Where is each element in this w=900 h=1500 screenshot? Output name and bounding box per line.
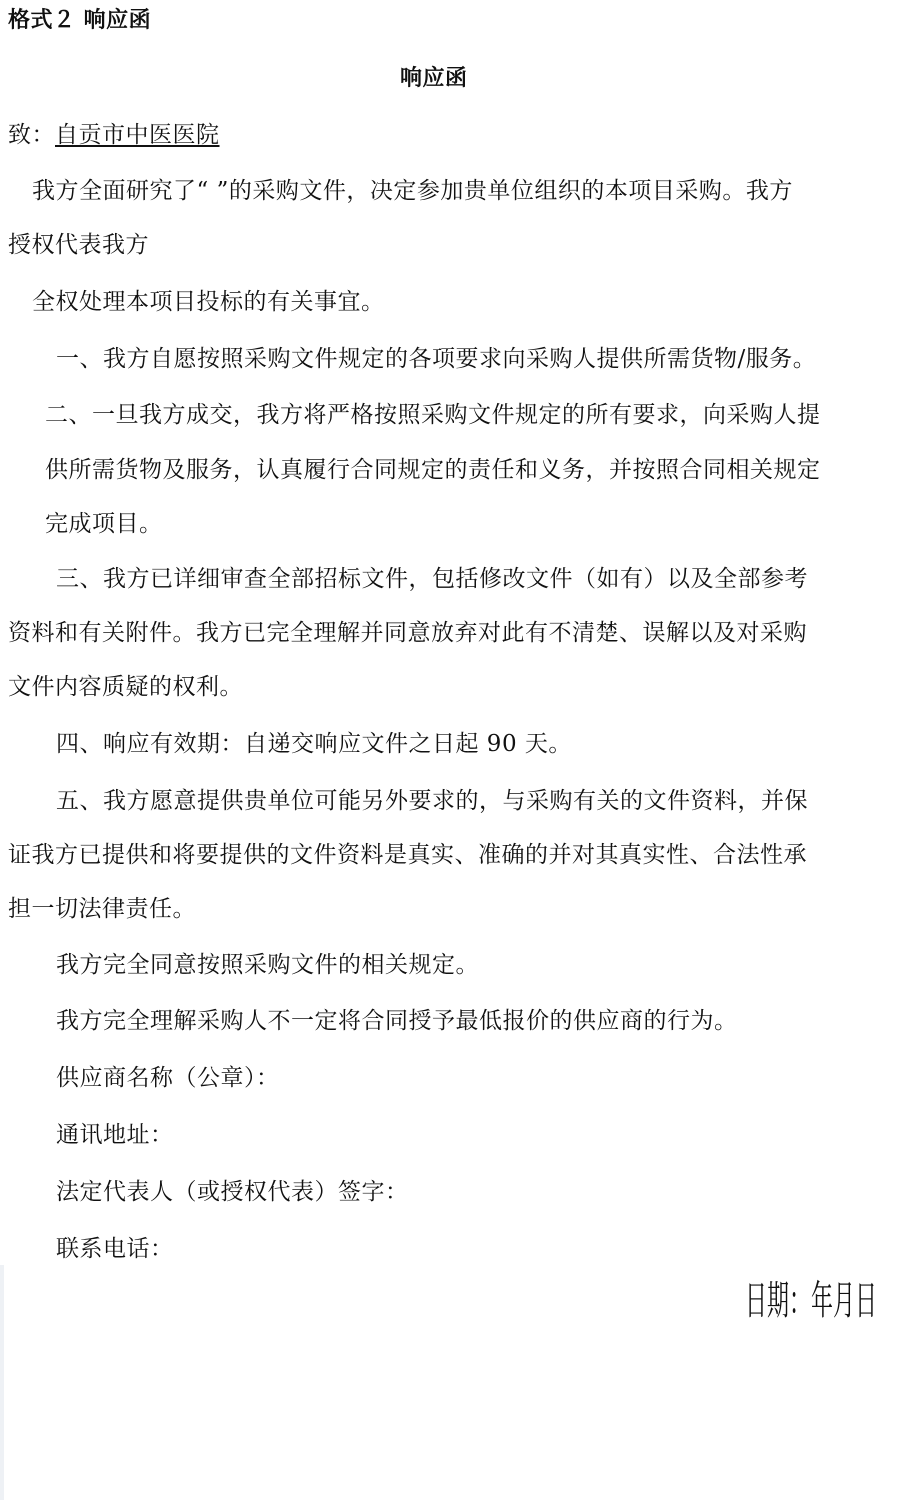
item-3-line-3: 文件内容质疑的权利。 <box>8 674 243 700</box>
date-line <box>745 1262 877 1332</box>
item-2-line-3: 完成项目。 <box>45 511 163 537</box>
item-3-line-1: 三、我方已详细审查全部招标文件，包括修改文件（如有）以及全部参考 <box>56 566 808 592</box>
recipient-label: 致： <box>8 122 55 148</box>
date-label: 日期： <box>745 1277 811 1324</box>
document-title: 响应函 <box>400 66 468 91</box>
item-5-line-1: 五、我方愿意提供贵单位可能另外要求的，与采购有关的文件资料，并保 <box>56 788 808 814</box>
intro-line-3: 全权处理本项目投标的有关事宜。 <box>32 289 385 315</box>
agree-line-1: 我方完全同意按照采购文件的相关规定。 <box>56 952 479 978</box>
month-label: 月 <box>833 1277 855 1324</box>
item-3-line-2: 资料和有关附件。我方已完全理解并同意放弃对此有不清楚、误解以及对采购 <box>8 620 807 646</box>
item-5-line-3: 担一切法律责任。 <box>8 896 196 922</box>
scan-edge <box>0 1265 4 1500</box>
phone-label: 联系电话： <box>56 1236 174 1262</box>
agree-line-2: 我方完全理解采购人不一定将合同授予最低报价的供应商的行为。 <box>56 1008 738 1034</box>
item-2-line-2: 供所需货物及服务，认真履行合同规定的责任和义务，并按照合同相关规定 <box>45 457 821 483</box>
intro-line-2: 授权代表我方 <box>8 232 149 258</box>
representative-signature-label: 法定代表人（或授权代表）签字： <box>56 1179 409 1205</box>
address-label: 通讯地址： <box>56 1122 174 1148</box>
item-5-line-2: 证我方已提供和将要提供的文件资料是真实、准确的并对其真实性、合法性承 <box>8 842 807 868</box>
item-1: 一、我方自愿按照采购文件规定的各项要求向采购人提供所需货物/服务。 <box>56 346 817 372</box>
supplier-name-label: 供应商名称（公章）： <box>56 1065 280 1091</box>
item-2-line-1: 二、一旦我方成交，我方将严格按照采购文件规定的所有要求，向采购人提 <box>45 402 821 428</box>
recipient-name: 自贡市中医医院 <box>55 122 220 148</box>
intro-line-1: 我方全面研究了“ ”的采购文件，决定参加贵单位组织的本项目采购。我方 <box>32 178 793 204</box>
format-heading: 格式２ 响应函 <box>8 8 152 33</box>
item-4: 四、响应有效期：自递交响应文件之日起 90 天。 <box>56 731 572 757</box>
recipient-line <box>8 120 220 150</box>
year-label: 年 <box>811 1277 833 1324</box>
day-label: 日 <box>855 1277 877 1324</box>
